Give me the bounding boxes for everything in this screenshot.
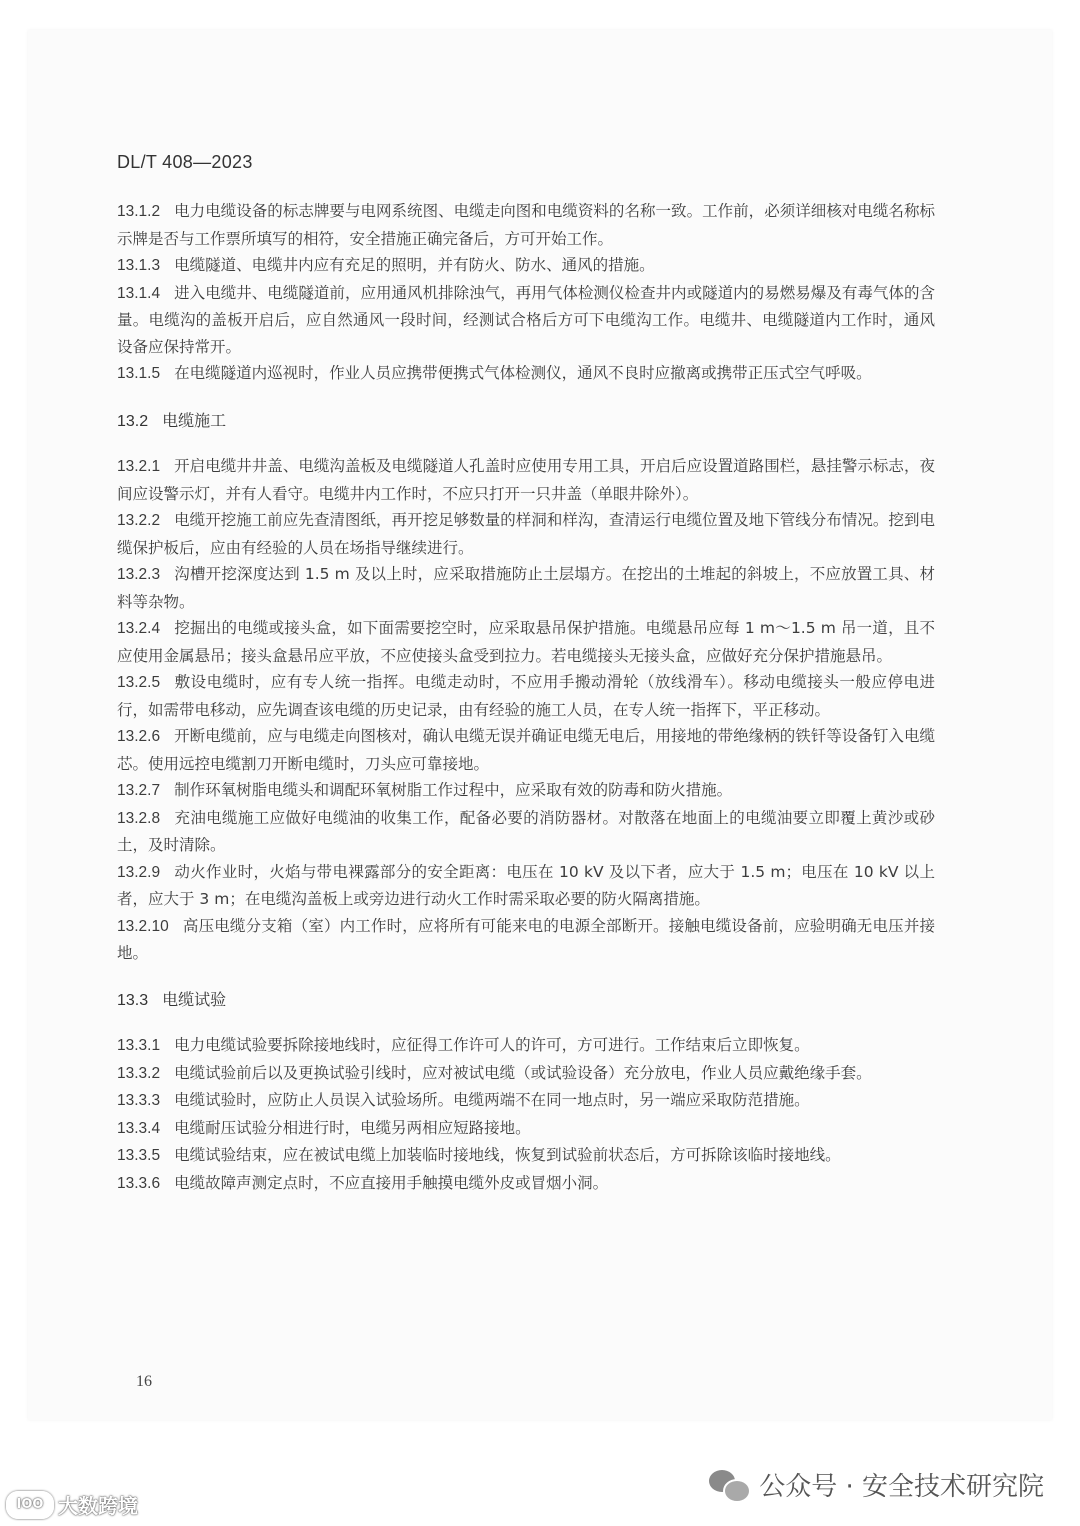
clause-paragraph	[117, 859, 935, 913]
section-heading: 电缆施工	[162, 410, 227, 430]
clause-number: 13.2.3	[117, 566, 161, 583]
clause-number: 13.3.4	[117, 1119, 161, 1137]
clause-paragraph	[117, 1170, 935, 1198]
clause-number: 13.2.6	[117, 728, 161, 745]
clause-text: 电力电缆试验要拆除接地线时，应征得工作许可人的许可，方可进行。工作结束后立即恢复。	[174, 1036, 810, 1054]
clause-paragraph	[117, 669, 935, 723]
clause-number: 13.2.1	[117, 458, 161, 475]
section-title-13-2	[117, 408, 935, 436]
section-heading: 电缆试验	[162, 989, 227, 1009]
clause-paragraph	[117, 1115, 935, 1143]
clause-number: 13.3.2	[117, 1064, 161, 1082]
clause-paragraph	[117, 561, 935, 615]
clause-text: 电缆开挖施工前应先查清图纸，再开挖足够数量的样洞和样沟，查清运行电缆位置及地下管线分布情况。挖到电缆保护板后，应由有经验的人员在场指导继续进行。	[117, 511, 935, 557]
watermark-text: 公众号 · 安全技术研究院	[759, 1472, 1044, 1502]
clause-paragraph	[117, 198, 935, 252]
clause-number: 13.3.3	[117, 1092, 161, 1109]
clause-text: 电力电缆设备的标志牌要与电网系统图、电缆走向图和电缆资料的名称一致。工作前，必须详细核对电缆名称标示牌是否与工作票所填写的相符，安全措施正确完备后，方可开始工作。	[117, 202, 935, 248]
clause-paragraph	[117, 805, 935, 859]
section-number: 13.3	[117, 991, 149, 1009]
section-number: 13.2	[117, 412, 149, 430]
clause-paragraph	[117, 913, 935, 967]
clause-group-13-1	[117, 198, 935, 388]
clause-paragraph	[117, 615, 935, 669]
clause-text: 高压电缆分支箱（室）内工作时，应将所有可能来电的电源全部断开。接触电缆设备前，应验明确无电压并接地。	[117, 916, 935, 962]
page-number: 16	[136, 1373, 152, 1390]
brand-watermark	[6, 1490, 138, 1519]
clause-number: 13.3.1	[117, 1037, 161, 1054]
clause-number: 13.2.8	[117, 809, 161, 827]
clause-text: 电缆故障声测定点时，不应直接用手触摸电缆外皮或冒烟小洞。	[174, 1173, 609, 1192]
wechat-icon	[709, 1468, 749, 1502]
clause-text: 动火作业时，火焰与带电裸露部分的安全距离：电压在 10 kV 及以下者，应大于 1.5 m；电压在 10 kV 以上者，应大于 3 m；在电缆沟盖板上或旁边进行动火工作时需采取必要的防火隔离措施。	[117, 862, 935, 908]
clause-paragraph	[117, 280, 935, 361]
clause-text: 电缆试验结束，应在被试电缆上加装临时接地线，恢复到试验前状态后，方可拆除该临时接地线。	[174, 1146, 841, 1164]
clause-paragraph	[117, 1142, 935, 1170]
clause-number: 13.2.7	[117, 782, 161, 799]
clause-number: 13.1.2	[117, 203, 161, 220]
clause-paragraph	[117, 777, 935, 805]
clause-number: 13.2.4	[117, 620, 161, 637]
document-body	[117, 198, 935, 1197]
clause-number: 13.1.4	[117, 284, 161, 302]
brand-logo-icon: IOO	[6, 1491, 54, 1519]
document-header: DL/T 408—2023	[117, 152, 253, 172]
clause-text: 进入电缆井、电缆隧道前，应用通风机排除浊气，再用气体检测仪检查井内或隧道内的易燃易爆及有毒气体的含量。电缆沟的盖板开启后，应自然通风一段时间，经测试合格后方可下电缆沟工作。电缆井、电缆隧道内工作时，通风设备应保持常开。	[117, 283, 935, 356]
clause-paragraph	[117, 723, 935, 777]
clause-paragraph	[117, 1032, 935, 1060]
brand-watermark-text: 大数跨境	[58, 1494, 138, 1518]
clause-paragraph	[117, 1060, 935, 1088]
clause-text: 充油电缆施工应做好电缆油的收集工作，配备必要的消防器材。对散落在地面上的电缆油要立即覆上黄沙或砂土，及时清除。	[117, 808, 935, 854]
clause-paragraph	[117, 360, 935, 388]
clause-number: 13.2.10	[117, 917, 169, 935]
clause-text: 电缆试验时，应防止人员误入试验场所。电缆两端不在同一地点时，另一端应采取防范措施。	[174, 1091, 810, 1109]
clause-text: 敷设电缆时，应有专人统一指挥。电缆走动时，不应用手搬动滑轮（放线滑车）。移动电缆接头一般应停电进行，如需带电移动，应先调查该电缆的历史记录，由有经验的施工人员，在专人统一指挥下，平正移动。	[117, 673, 935, 719]
clause-text: 挖掘出的电缆或接头盒，如下面需要挖空时，应采取悬吊保护措施。电缆悬吊应每 1 m～1.5 m 吊一道，且不应使用金属悬吊；接头盒悬吊应平放，不应使接头盒受到拉力。若电缆接头无接头盒，应做好充分保护措施悬吊。	[117, 619, 935, 665]
clause-number: 13.3.6	[117, 1174, 161, 1192]
wechat-account-watermark	[709, 1466, 1044, 1503]
clause-group-13-2	[117, 453, 935, 967]
clause-text: 制作环氧树脂电缆头和调配环氧树脂工作过程中，应采取有效的防毒和防火措施。	[174, 781, 733, 799]
clause-paragraph	[117, 252, 935, 280]
clause-number: 13.1.5	[117, 365, 161, 382]
clause-text: 电缆耐压试验分相进行时，电缆另两相应短路接地。	[174, 1118, 531, 1137]
clause-paragraph	[117, 1087, 935, 1115]
clause-text: 开断电缆前，应与电缆走向图核对，确认电缆无误并确证电缆无电后，用接地的带绝缘柄的铁钎等设备钉入电缆芯。使用远控电缆割刀开断电缆时，刀头应可靠接地。	[117, 727, 935, 773]
clause-text: 开启电缆井井盖、电缆沟盖板及电缆隧道人孔盖时应使用专用工具，开启后应设置道路围栏，悬挂警示标志，夜间应设警示灯，并有人看守。电缆井内工作时，不应只打开一只井盖（单眼井除外）。	[117, 457, 935, 503]
clause-group-13-3	[117, 1032, 935, 1197]
section-title-13-3	[117, 987, 935, 1015]
clause-number: 13.1.3	[117, 257, 161, 274]
clause-text: 沟槽开挖深度达到 1.5 m 及以上时，应采取措施防止土层塌方。在挖出的土堆起的斜坡上，不应放置工具、材料等杂物。	[117, 565, 935, 611]
clause-number: 13.3.5	[117, 1147, 161, 1164]
clause-number: 13.2.5	[117, 674, 161, 691]
clause-number: 13.2.2	[117, 512, 161, 529]
clause-text: 在电缆隧道内巡视时，作业人员应携带便携式气体检测仪，通风不良时应撤离或携带正压式空气呼吸。	[174, 364, 872, 382]
clause-number: 13.2.9	[117, 863, 161, 881]
clause-paragraph	[117, 507, 935, 561]
clause-text: 电缆隧道、电缆井内应有充足的照明，并有防火、防水、通风的措施。	[174, 256, 655, 274]
clause-text: 电缆试验前后以及更换试验引线时，应对被试电缆（或试验设备）充分放电，作业人员应戴绝缘手套。	[174, 1063, 872, 1082]
clause-paragraph	[117, 453, 935, 507]
